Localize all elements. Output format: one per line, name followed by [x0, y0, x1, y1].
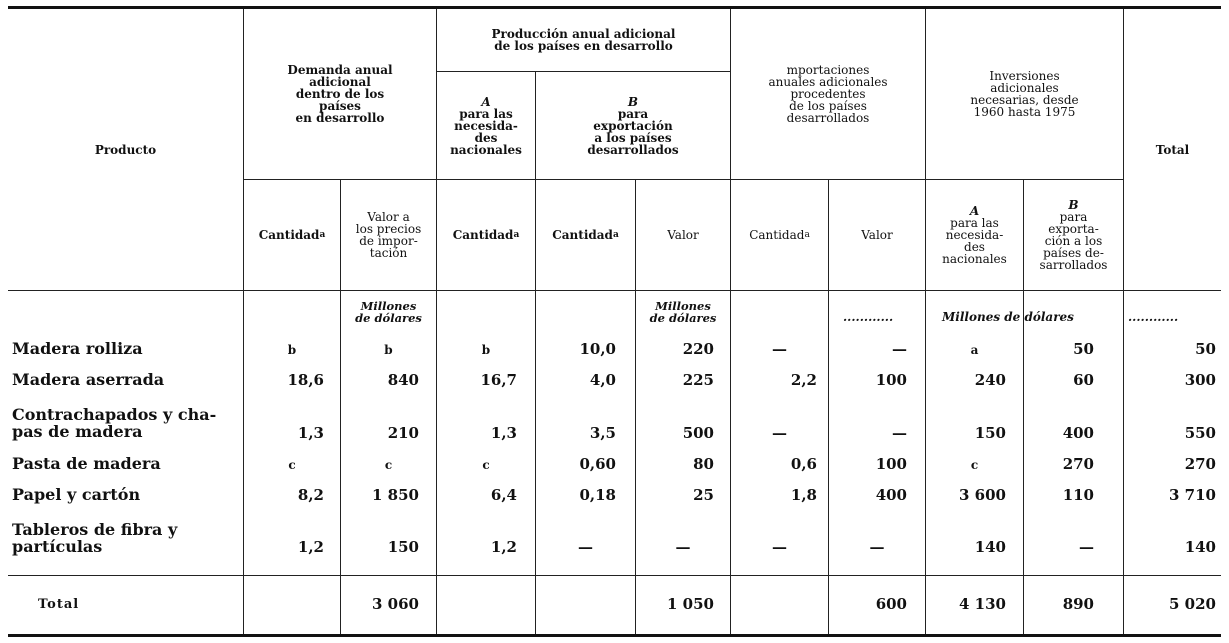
cell-import-valor: 100 — [875, 455, 907, 473]
row-label: Madera rolliza — [12, 339, 143, 358]
cell-import-cantidad: — — [772, 340, 787, 358]
cell-inv-a: 150 — [974, 424, 1006, 442]
cell-demanda-valor: 210 — [387, 424, 419, 442]
header-prod-a — [437, 72, 535, 179]
cell-demanda-valor: b — [384, 343, 393, 357]
row-label: Papel y cartón — [12, 485, 141, 504]
cell-total-inv-a: 4 130 — [959, 595, 1006, 613]
cell-total-prod-b-valor: 1 050 — [667, 595, 714, 613]
subheader-valor: Valor — [861, 228, 893, 242]
cell-prod-b-cantidad: 10,0 — [579, 340, 616, 358]
cell-total: 550 — [1184, 424, 1216, 442]
cell-total-import-valor: 600 — [875, 595, 907, 613]
header-producto: Producto — [94, 142, 157, 157]
cell-grand-total: 5 020 — [1169, 595, 1216, 613]
cell-demanda-valor: 840 — [387, 371, 419, 389]
cell-import-cantidad: 0,6 — [790, 455, 817, 473]
cell-demanda-cantidad: 1,3 — [297, 424, 324, 442]
subheader-inv-b — [1024, 180, 1123, 290]
cell-prod-b-valor: 500 — [682, 424, 714, 442]
cell-demanda-valor: 150 — [387, 538, 419, 556]
cell-demanda-cantidad: 1,2 — [297, 538, 324, 556]
cell-prod-a-cantidad: 6,4 — [490, 486, 517, 504]
inv-b-text: para exporta- ción a los países de- sarrollados — [1039, 210, 1108, 272]
dot-leader: ............ — [1128, 310, 1179, 324]
cell-total-inv-b: 890 — [1062, 595, 1094, 613]
header-inversiones: Inversiones adicionales necesarias, desde 1960 hasta 1975 — [970, 69, 1079, 119]
cantidad-note: a — [319, 230, 326, 240]
cell-prod-b-cantidad: 0,60 — [579, 455, 616, 473]
cell-prod-a-cantidad: 1,2 — [490, 538, 517, 556]
cell-inv-a: 140 — [974, 538, 1006, 556]
cell-demanda-valor: c — [384, 458, 393, 472]
unit-millones-wide: Millones de dólares — [942, 310, 1074, 324]
cantidad-note: a — [804, 230, 810, 240]
cell-prod-a-cantidad: b — [481, 343, 491, 357]
cell-prod-b-valor: 80 — [693, 455, 714, 473]
cell-total: 140 — [1184, 538, 1216, 556]
cell-demanda-cantidad: c — [288, 458, 296, 472]
subheader-cantidad — [437, 180, 535, 290]
inv-a-letter: A — [969, 204, 980, 218]
cell-import-valor: — — [892, 340, 907, 358]
cell-prod-b-valor: 225 — [682, 371, 714, 389]
cell-total: 3 710 — [1169, 486, 1216, 504]
cell-demanda-valor: 1 850 — [372, 486, 419, 504]
cell-demanda-cantidad: b — [287, 343, 297, 357]
cell-import-valor: — — [892, 424, 907, 442]
header-prod-b — [536, 72, 730, 179]
cell-total-demanda-valor: 3 060 — [372, 595, 419, 613]
cell-inv-b: 60 — [1073, 371, 1094, 389]
row-label: Contrachapados y cha- pas de madera — [12, 405, 217, 441]
header-importaciones: mportaciones anuales adicionales procedentes de los países desarrollados — [768, 63, 888, 125]
cell-prod-b-cantidad: 4,0 — [589, 371, 616, 389]
cell-demanda-cantidad: 8,2 — [297, 486, 324, 504]
total-label: Total — [38, 597, 80, 612]
header-bottom-rule — [8, 290, 1221, 291]
cell-prod-a-cantidad: 1,3 — [490, 424, 517, 442]
row-label: Madera aserrada — [12, 370, 165, 389]
header-demanda: Demanda anual adicional dentro de los países en desarrollo — [287, 63, 393, 125]
bottom-rule — [8, 634, 1221, 637]
cell-inv-a: 3 600 — [959, 486, 1006, 504]
cantidad-text: Cantidad — [552, 228, 613, 242]
header-prod-b-letter: B — [627, 94, 639, 109]
subheader-cantidad — [731, 180, 828, 290]
cell-inv-a: 240 — [974, 371, 1006, 389]
cell-inv-b: 110 — [1062, 486, 1094, 504]
row-label: Tableros de fibra y partículas — [12, 520, 178, 556]
header-prod-a-text: para las necesida- des nacionales — [450, 106, 522, 157]
subheader-cantidad — [244, 180, 340, 290]
cell-prod-b-cantidad: 3,5 — [589, 424, 616, 442]
subheader-valor: Valor — [667, 228, 699, 242]
subheader-inv-a — [926, 180, 1023, 290]
cell-prod-b-cantidad: — — [578, 538, 593, 556]
cell-inv-a: a — [970, 343, 979, 357]
cantidad-note: a — [513, 230, 520, 240]
cell-inv-b: 50 — [1073, 340, 1094, 358]
unit-millones: Millones de dólares — [355, 299, 422, 325]
cell-inv-b: 400 — [1062, 424, 1094, 442]
inv-a-text: para las necesida- des nacionales — [942, 216, 1007, 266]
cell-import-valor: 100 — [875, 371, 907, 389]
cantidad-text: Cantidad — [452, 228, 514, 242]
cell-prod-a-cantidad: 16,7 — [480, 371, 517, 389]
header-prod-b-text: para exportación a los países desarrollados — [587, 106, 679, 157]
cell-prod-a-cantidad: c — [482, 458, 490, 472]
cell-total: 300 — [1184, 371, 1216, 389]
cell-prod-b-valor: — — [675, 538, 691, 556]
subheader-valor-precios: Valor a los precios de impor- tación — [355, 210, 422, 260]
cell-total: 270 — [1184, 455, 1216, 473]
inv-b-letter: B — [1068, 198, 1079, 212]
cell-prod-b-valor: 220 — [682, 340, 714, 358]
cell-import-valor: 400 — [875, 486, 907, 504]
dot-leader: ............ — [843, 310, 894, 324]
cell-import-cantidad: 1,8 — [790, 486, 817, 504]
cell-prod-b-cantidad: 0,18 — [579, 486, 616, 504]
cantidad-text: Cantidad — [749, 228, 805, 242]
header-prod-a-letter: A — [481, 94, 491, 109]
header-produccion: Producción anual adicional de los países en desarrollo — [491, 27, 676, 53]
cantidad-note: a — [612, 230, 619, 240]
cell-demanda-cantidad: 18,6 — [287, 371, 324, 389]
unit-millones: Millones de dólares — [649, 299, 717, 325]
cell-import-cantidad: — — [772, 538, 787, 556]
cell-import-cantidad: 2,2 — [790, 371, 817, 389]
subheader-cantidad — [536, 180, 635, 290]
cantidad-text: Cantidad — [258, 228, 320, 242]
cell-import-valor: — — [869, 538, 885, 556]
cell-inv-a: c — [970, 458, 979, 472]
cell-prod-b-valor: 25 — [693, 486, 714, 504]
cell-inv-b: — — [1079, 538, 1094, 556]
cell-total: 50 — [1195, 340, 1216, 358]
cell-inv-b: 270 — [1062, 455, 1094, 473]
cell-import-cantidad: — — [772, 424, 787, 442]
total-rule — [8, 575, 1221, 576]
header-total: Total — [1155, 142, 1190, 157]
row-label: Pasta de madera — [12, 454, 161, 473]
